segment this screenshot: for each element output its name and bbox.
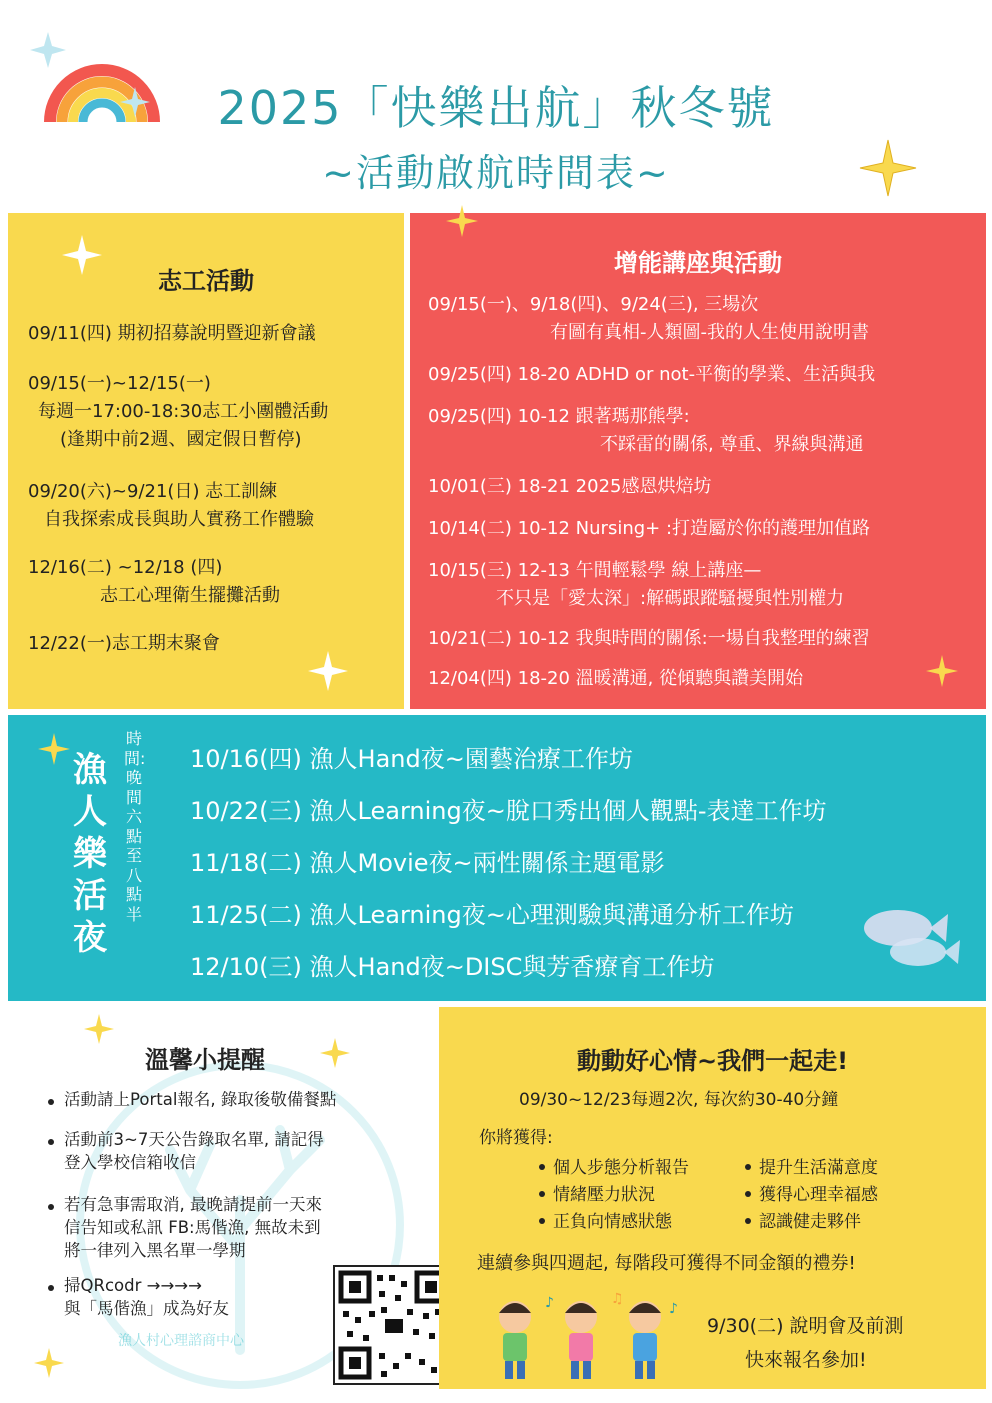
walking-heading: 動動好心情~我們一起走! [576,1047,849,1075]
page-subtitle: ~活動啟航時間表~ [322,151,670,195]
night-vertical-title: 漁人樂活夜 [73,750,107,958]
volunteer-item: 12/22(一)志工期末聚會 [28,633,220,654]
gain-item: 獲得心理幸福感 [759,1185,878,1205]
volunteer-item: 自我探索成長與助人實務工作體驗 [44,509,314,530]
sparkle-icon [306,649,350,693]
gains-label: 你將獲得: [479,1128,553,1148]
reminder-item: 活動請上Portal報名, 錄取後敬備餐點 [64,1090,337,1109]
sparkle-icon [28,30,68,70]
walking-kids-icon [485,1291,685,1383]
volunteer-item: 09/15(一)~12/15(一) [28,373,211,394]
lecture-item: 09/15(一)、9/18(四)、9/24(三), 三場次 [428,294,759,315]
bullet-dot [745,1191,751,1197]
reminder-item: 活動前3~7天公告錄取名單, 請記得 [64,1130,324,1149]
bullet-dot [48,1204,54,1210]
sparkle-icon [32,1346,66,1380]
volunteer-item: 09/11(四) 期初招募說明暨迎新會議 [28,323,316,344]
gain-item: 情緒壓力狀況 [553,1185,655,1205]
lecture-item: 不只是「愛太深」:解碼跟蹤騷擾與性別權力 [496,588,845,609]
gain-item: 正負向情感狀態 [553,1212,672,1232]
volunteer-item: (逢期中前2週、國定假日暫停) [60,429,302,450]
lecture-item: 10/01(三) 18-21 2025感恩烘焙坊 [428,476,712,497]
fish-icon [856,900,981,980]
fisherman-night-panel [8,715,986,1001]
sparkle-icon [924,653,960,689]
gain-item: 個人步態分析報告 [553,1158,689,1178]
volunteer-panel [8,213,404,709]
reminder-item: 若有急事需取消, 最晚請提前一天來 [64,1195,322,1214]
volunteer-item: 每週一17:00-18:30志工小團體活動 [38,401,329,422]
night-time-note: 時間:晚間六點至八點半 [124,729,146,924]
bullet-dot [745,1164,751,1170]
briefing-text: 9/30(二) 說明會及前測 [707,1315,904,1337]
night-item: 11/18(二) 漁人Movie夜~兩性關係主題電影 [190,849,665,877]
night-item: 10/22(三) 漁人Learning夜~脫口秀出個人觀點-表達工作坊 [190,797,827,825]
sparkle-icon [318,1036,352,1070]
watermark-text: 漁人村心理諮商中心 [118,1333,244,1349]
reminder-item: 將一律列入黑名單一學期 [64,1241,246,1260]
signup-cta: 快來報名參加! [745,1349,867,1371]
volunteer-heading: 志工活動 [158,267,254,295]
lecture-item: 12/04(四) 18-20 溫暖溝通, 從傾聽與讚美開始 [428,668,804,689]
lecture-item: 09/25(四) 18-20 ADHD or not-平衡的學業、生活與我 [428,364,876,385]
gain-item: 提升生活滿意度 [759,1158,878,1178]
walking-panel [439,1007,986,1389]
lecture-item: 不踩雷的關係, 尊重、界線與溝通 [600,434,864,455]
svg-text:♪: ♪ [545,1295,554,1311]
volunteer-item: 志工心理衛生擺攤活動 [100,585,280,606]
lecture-item: 09/25(四) 10-12 跟著瑪那熊學: [428,406,690,427]
volunteer-item: 09/20(六)~9/21(日) 志工訓練 [28,481,278,502]
bullet-dot [48,1099,54,1105]
lectures-heading: 增能講座與活動 [614,249,782,277]
sparkle-icon [444,203,480,239]
volunteer-item: 12/16(二) ~12/18 (四) [28,557,223,578]
bullet-dot [539,1191,545,1197]
sparkle-icon [36,731,72,767]
bullet-dot [48,1139,54,1145]
bullet-dot [48,1285,54,1291]
lecture-item: 10/21(二) 10-12 我與時間的關係:一場自我整理的練習 [428,628,870,649]
lectures-panel [410,213,986,709]
reminder-item: 登入學校信箱收信 [64,1153,196,1172]
reminder-heading: 溫馨小提醒 [145,1046,265,1074]
night-item: 11/25(二) 漁人Learning夜~心理測驗與溝通分析工作坊 [190,901,794,929]
lecture-item: 有圖有真相-人類圖-我的人生使用說明書 [550,322,869,343]
bullet-dot [745,1218,751,1224]
walking-schedule: 09/30~12/23每週2次, 每次約30-40分鐘 [519,1090,839,1110]
bullet-dot [539,1164,545,1170]
night-item: 12/10(三) 漁人Hand夜~DISC與芳香療育工作坊 [190,953,715,981]
lecture-item: 10/15(三) 12-13 午間輕鬆學 線上講座— [428,560,762,581]
lecture-item: 10/14(二) 10-12 Nursing+ :打造屬於你的護理加值路 [428,518,871,539]
svg-text:♪: ♪ [669,1301,678,1317]
reminder-item: 掃QRcodr →→→→ [64,1276,202,1295]
bullet-dot [539,1218,545,1224]
svg-text:♫: ♫ [611,1291,624,1307]
reminder-item: 與「馬偕漁」成為好友 [64,1299,229,1318]
reminder-item: 信告知或私訊 FB:馬偕漁, 無故未到 [64,1218,321,1237]
qr-code[interactable] [333,1265,453,1385]
page-title: 2025「快樂出航」秋冬號 [217,81,775,135]
night-item: 10/16(四) 漁人Hand夜~園藝治療工作坊 [190,745,633,773]
gain-item: 認識健走夥伴 [759,1212,861,1232]
reward-text: 連續參與四週起, 每階段可獲得不同金額的禮券! [477,1253,856,1274]
qr-code-icon [335,1267,451,1383]
